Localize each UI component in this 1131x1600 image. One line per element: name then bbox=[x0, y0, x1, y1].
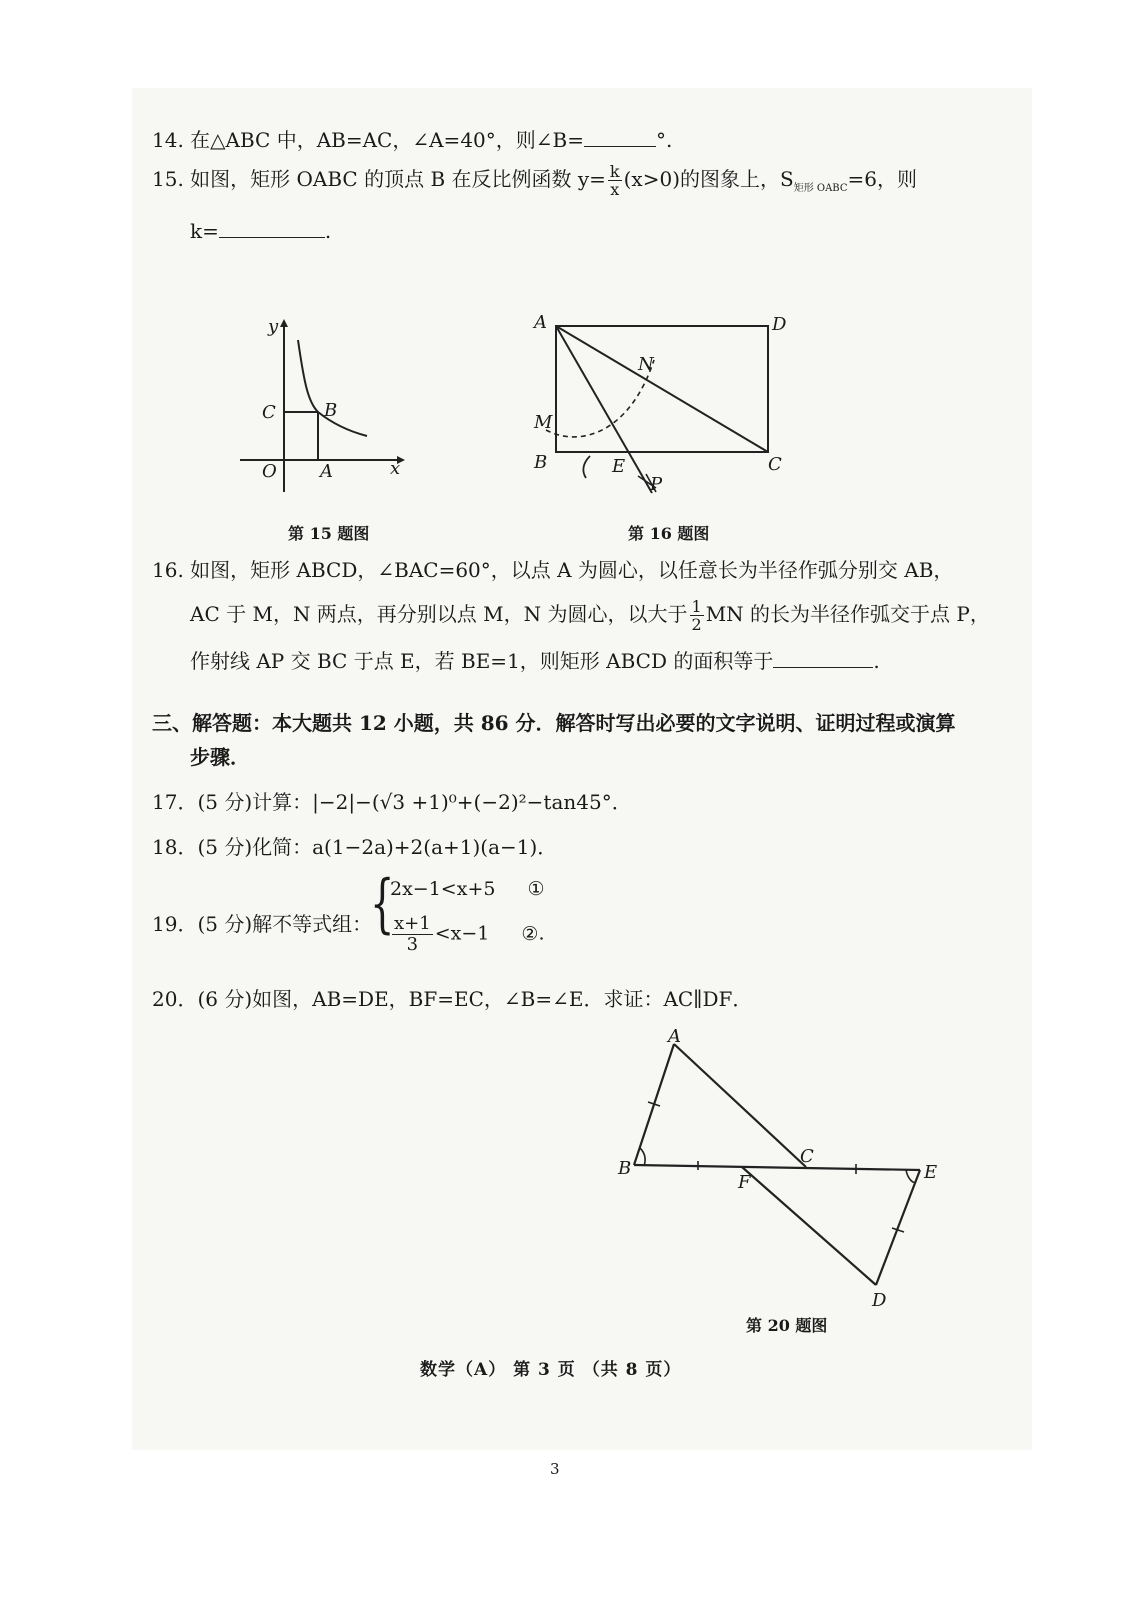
label-b: B bbox=[324, 400, 338, 421]
angle-b-mark bbox=[640, 1148, 645, 1166]
figure-16 bbox=[520, 308, 800, 508]
label-b: B bbox=[534, 452, 548, 473]
ray-ap bbox=[556, 326, 652, 493]
answer-blank-16[interactable] bbox=[773, 649, 873, 668]
label-a: A bbox=[534, 312, 547, 333]
label-d: D bbox=[772, 314, 787, 335]
label-c: C bbox=[262, 402, 276, 423]
label-m: M bbox=[534, 412, 553, 433]
angle-e-mark bbox=[906, 1170, 916, 1183]
figure-15 bbox=[232, 312, 412, 502]
answer-blank-14[interactable] bbox=[584, 128, 656, 147]
question-19: 19．(5 分)解不等式组： bbox=[152, 912, 373, 936]
figure-20 bbox=[610, 1022, 950, 1317]
arc-mark bbox=[583, 456, 590, 478]
segment-be bbox=[634, 1165, 920, 1170]
label-a: A bbox=[320, 461, 333, 482]
question-20: 20．(6 分)如图，AB=DE，BF=EC，∠B=∠E．求证：AC∥DF． bbox=[152, 987, 753, 1011]
circled-2: ② bbox=[521, 922, 539, 945]
segment-fd bbox=[742, 1167, 876, 1285]
question-15 bbox=[152, 163, 917, 203]
label-d: D bbox=[872, 1290, 887, 1311]
question-17: 17．(5 分)计算：|−2|−(√3 +1)⁰+(−2)²−tan45°． bbox=[152, 790, 632, 814]
hyperbola-curve bbox=[298, 340, 367, 436]
answer-blank-15[interactable] bbox=[219, 219, 325, 238]
section-3-heading-cont: 步骤． bbox=[190, 745, 250, 769]
question-16-line2: AC 于 M，N 两点，再分别以点 M，N 为圆心，以大于 $\frac{1}{2}$ MN 的长为半径作弧交于点 P， bbox=[190, 597, 990, 634]
figure-15-caption: 第 15 题图 bbox=[288, 524, 370, 543]
label-a: A bbox=[668, 1026, 681, 1047]
label-c: C bbox=[800, 1146, 814, 1167]
figure-16-caption: 第 16 题图 bbox=[628, 524, 710, 543]
question-16-line1: 16. 如图，矩形 ABCD，∠BAC=60°，以点 A 为圆心，以任意长为半径作弧分别交 AB， bbox=[152, 558, 954, 582]
question-15-mid: (x>0)的图象上，S bbox=[623, 167, 794, 191]
diagonal-ac bbox=[556, 326, 768, 452]
question-14 bbox=[152, 126, 672, 154]
page-footer: 数学（A） 第 3 页 （共 8 页） bbox=[420, 1360, 682, 1380]
figure-20-caption: 第 20 题图 bbox=[746, 1316, 828, 1335]
page-number: 3 bbox=[550, 1460, 560, 1478]
system-brace: { bbox=[370, 867, 395, 941]
question-16-line3: 作射线 AP 交 BC 于点 E，若 BE=1，则矩形 ABCD 的面积等于 . bbox=[190, 649, 880, 673]
circled-1: ① bbox=[527, 878, 545, 900]
label-e: E bbox=[612, 456, 626, 477]
question-14-tail: °. bbox=[655, 128, 673, 152]
area-subscript: 矩形 OABC bbox=[793, 183, 848, 194]
label-f: F bbox=[738, 1172, 751, 1193]
segment-ed bbox=[876, 1170, 920, 1285]
label-p: P bbox=[650, 474, 663, 495]
question-15-line2: k= . bbox=[190, 219, 332, 243]
inequality-1: 2x−1<x+5 ① bbox=[390, 878, 545, 900]
question-15-tail: =6，则 bbox=[847, 167, 917, 191]
inequality-2: $\frac{x+1}{3}$ <x−1 ②. bbox=[394, 913, 545, 955]
question-18: 18．(5 分)化简：a(1−2a)+2(a+1)(a−1)． bbox=[152, 835, 558, 859]
label-b: B bbox=[618, 1158, 632, 1179]
fraction-one-half: $\frac{1}{2}$ bbox=[691, 597, 702, 634]
label-c: C bbox=[768, 454, 782, 475]
segment-ac bbox=[674, 1044, 806, 1167]
label-n: N bbox=[638, 354, 654, 375]
label-o: O bbox=[262, 461, 277, 482]
question-15-text: 15. 如图，矩形 OABC 的顶点 B 在反比例函数 y= bbox=[152, 167, 606, 191]
fraction-k-over-x: $\frac{k}{x}$ bbox=[609, 162, 620, 199]
section-3-heading: 三、解答题：本大题共 12 小题，共 86 分．解答时写出必要的文字说明、证明过程或演算 bbox=[152, 711, 956, 735]
label-e: E bbox=[924, 1162, 938, 1183]
question-14-text: 14. 在△ABC 中，AB=AC，∠A=40°，则∠B= bbox=[152, 128, 584, 152]
label-y: y bbox=[268, 316, 279, 337]
y-axis-arrow-icon bbox=[280, 319, 288, 327]
label-x: x bbox=[390, 458, 401, 479]
